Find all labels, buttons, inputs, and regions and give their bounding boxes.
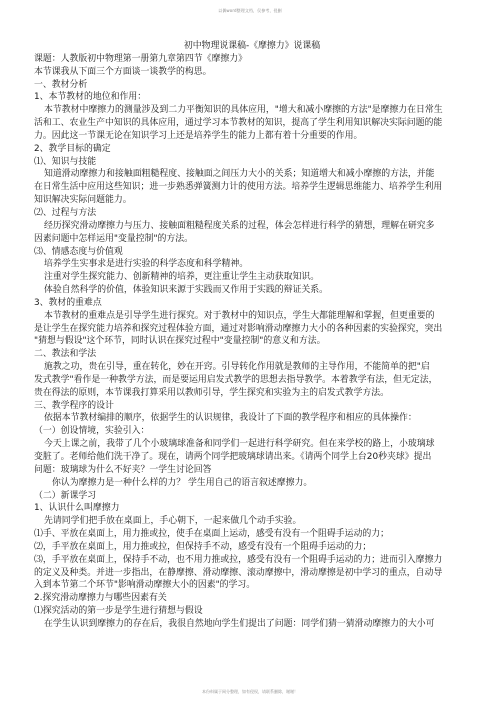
text-line: 是让学生在探究能力培养和探究过程体验方面，通过对影响滑动摩擦力大小的各种因素的实验探究，突出	[34, 323, 443, 334]
page-header-note: 以偶word整理文档，仅参考，侵删	[218, 8, 282, 13]
text-line: 今天上课之前，我带了几个小玻璃球准备和同学们一起进行科学研究。但在来学校的路上，小玻璃球	[44, 439, 435, 450]
text-line: ⑵，手平放在桌面上，用力推或拉，但保持手不动，感受有没有一个阻碍手运动的力；	[34, 541, 372, 552]
text-line: ⑶，手平放在桌面上，保持手不动，也不用力推或拉，感受有没有一个阻碍手运动的力；进而引入摩擦力	[34, 554, 443, 565]
text-line: 力。因此这一节课无论在知识学习上还是培养学生的能力上都有着十分重要的作用。	[34, 130, 363, 141]
text-line: 因素问题中怎样运用"变量控制"的方法。	[34, 233, 194, 244]
document-title: 初中物理说课稿-《摩擦力》说课稿	[183, 41, 321, 51]
text-line: 课题：人教版初中物理第一册第九章第四节《摩擦力》	[34, 53, 247, 64]
document-body	[34, 40, 470, 631]
text-line: 活和工、农业生产中知识的具体应用，通过学习本节教材的知识，提高了学生利用知识解决实际问题的能	[34, 118, 443, 129]
text-line: 入到本节第二个环节"影响滑动摩擦大小的因素"的学习。	[34, 580, 256, 591]
text-line: 体验自然科学的价值，体验知识来源于实践而又作用于实践的辩证关系。	[44, 285, 328, 296]
text-line: （二）新课学习	[34, 490, 97, 501]
text-line: 知道滑动摩擦力和接触面粗糙程度、接触面之间压力大小的关系；知道增大和减小摩擦的方法，并能	[44, 169, 435, 180]
text-line: 2、教学目标的确定	[34, 143, 111, 154]
text-line: 先请同学们把手放在桌面上，手心朝下，一起来做几个动手实验。	[44, 516, 302, 527]
text-line: 本节课我从下面三个方面谈一谈教学的构思。	[34, 66, 212, 77]
text-line: ⑵、过程与方法	[34, 207, 97, 218]
text-line: 问题：玻璃球为什么不好夹？一学生讨论回答	[34, 464, 212, 475]
text-line: 二、教法和学法	[34, 349, 97, 360]
text-line: "猜想与假设"这个环节，同时认识在探究过程中"变量控制"的意义和方法。	[34, 336, 326, 347]
text-line: 发式教学"看作是一种教学方法，而是要运用启发式教学的思想去指导教学。本着教学有法，但无定法，	[34, 374, 438, 385]
text-line: 在日常生活中应用这些知识；进一步熟悉弹簧测力计的使用方法。培养学生逻辑思维能力、培养学生利用	[34, 182, 443, 193]
text-line: 经历探究滑动摩擦力与压力、接触面粗糙程度关系的过程，体会怎样进行科学的猜想，理解在研究多	[44, 220, 435, 231]
text-line: 的定义及种类。并进一步指出，在静摩擦、滑动摩擦、滚动摩擦中，滑动摩擦是初中学习的重点，自动导	[34, 567, 443, 578]
text-line: 你认为摩擦力是一种什么样的力？ 学生用自己的语言叙述摩擦力。	[52, 477, 313, 488]
text-line: 变脏了。老师给他们洗干净了。现在，请两个同学把玻璃球请出来。《请两个同学上台20秒夹球》提出	[34, 452, 432, 462]
text-line: 知识解决实际问题能力。	[34, 195, 132, 206]
text-line: 依据本节教材编排的顺序，依据学生的认识规律，我设计了下面的教学程序和相应的具体操作：	[44, 413, 417, 424]
text-line: ⑴探究活动的第一步是学生进行猜想与假设	[34, 606, 203, 617]
text-line: 贵在得法的原则，本节课我打算采用以教师引导，学生探究和实验为主的启发式教学方法。	[34, 387, 389, 398]
text-line: ⑶、情感态度与价值观	[34, 246, 123, 257]
text-line: 施教之功，贵在引导，重在转化，妙在开窍。引导转化作用就是教师的主导作用，不能简单的把"启	[44, 362, 430, 373]
text-line: ⑴、知识与技能	[34, 156, 97, 167]
text-line: 注重对学生探究能力、创新精神的培养，更注重让学生主动获取知识。	[44, 272, 320, 283]
text-line: （一）创设情境，实验引入：	[34, 426, 150, 437]
text-line: 1、认识什么叫摩擦力	[34, 503, 120, 514]
text-line: 本节教材的重难点是引导学生进行探究。对于教材中的知识点，学生大都能理解和掌握，但更重要的	[44, 310, 435, 321]
text-line: 本节教材中摩擦力的测量涉及到二力平衡知识的具体应用，"增大和减小摩擦的方法"是摩擦力在日常生	[44, 105, 443, 116]
text-line: 1、本节教材的地位和作用：	[34, 92, 147, 103]
page-footer-note: 本份料属于网分整理，如有侵权，请联系删除，谢谢！	[202, 689, 298, 694]
text-line: 培养学生实事求是进行实验的科学态度和科学精神。	[44, 259, 249, 270]
text-line: ⑴手、平放在桌面上，用力推或拉，使手在桌面上运动，感受有没有一个阻碍手运动的力；	[34, 529, 389, 540]
text-line: 三、教学程序的设计	[34, 400, 114, 411]
text-line: 2.探究滑动摩擦力与哪些因素有关	[34, 593, 167, 604]
text-line: 在学生认识到摩擦力的存在后，我很自然地向学生们提出了问题：同学们猜一猜滑动摩擦力的大小可	[44, 618, 435, 629]
text-line: 3、教材的重难点	[34, 297, 102, 308]
text-line: 一、教材分析	[34, 79, 88, 90]
